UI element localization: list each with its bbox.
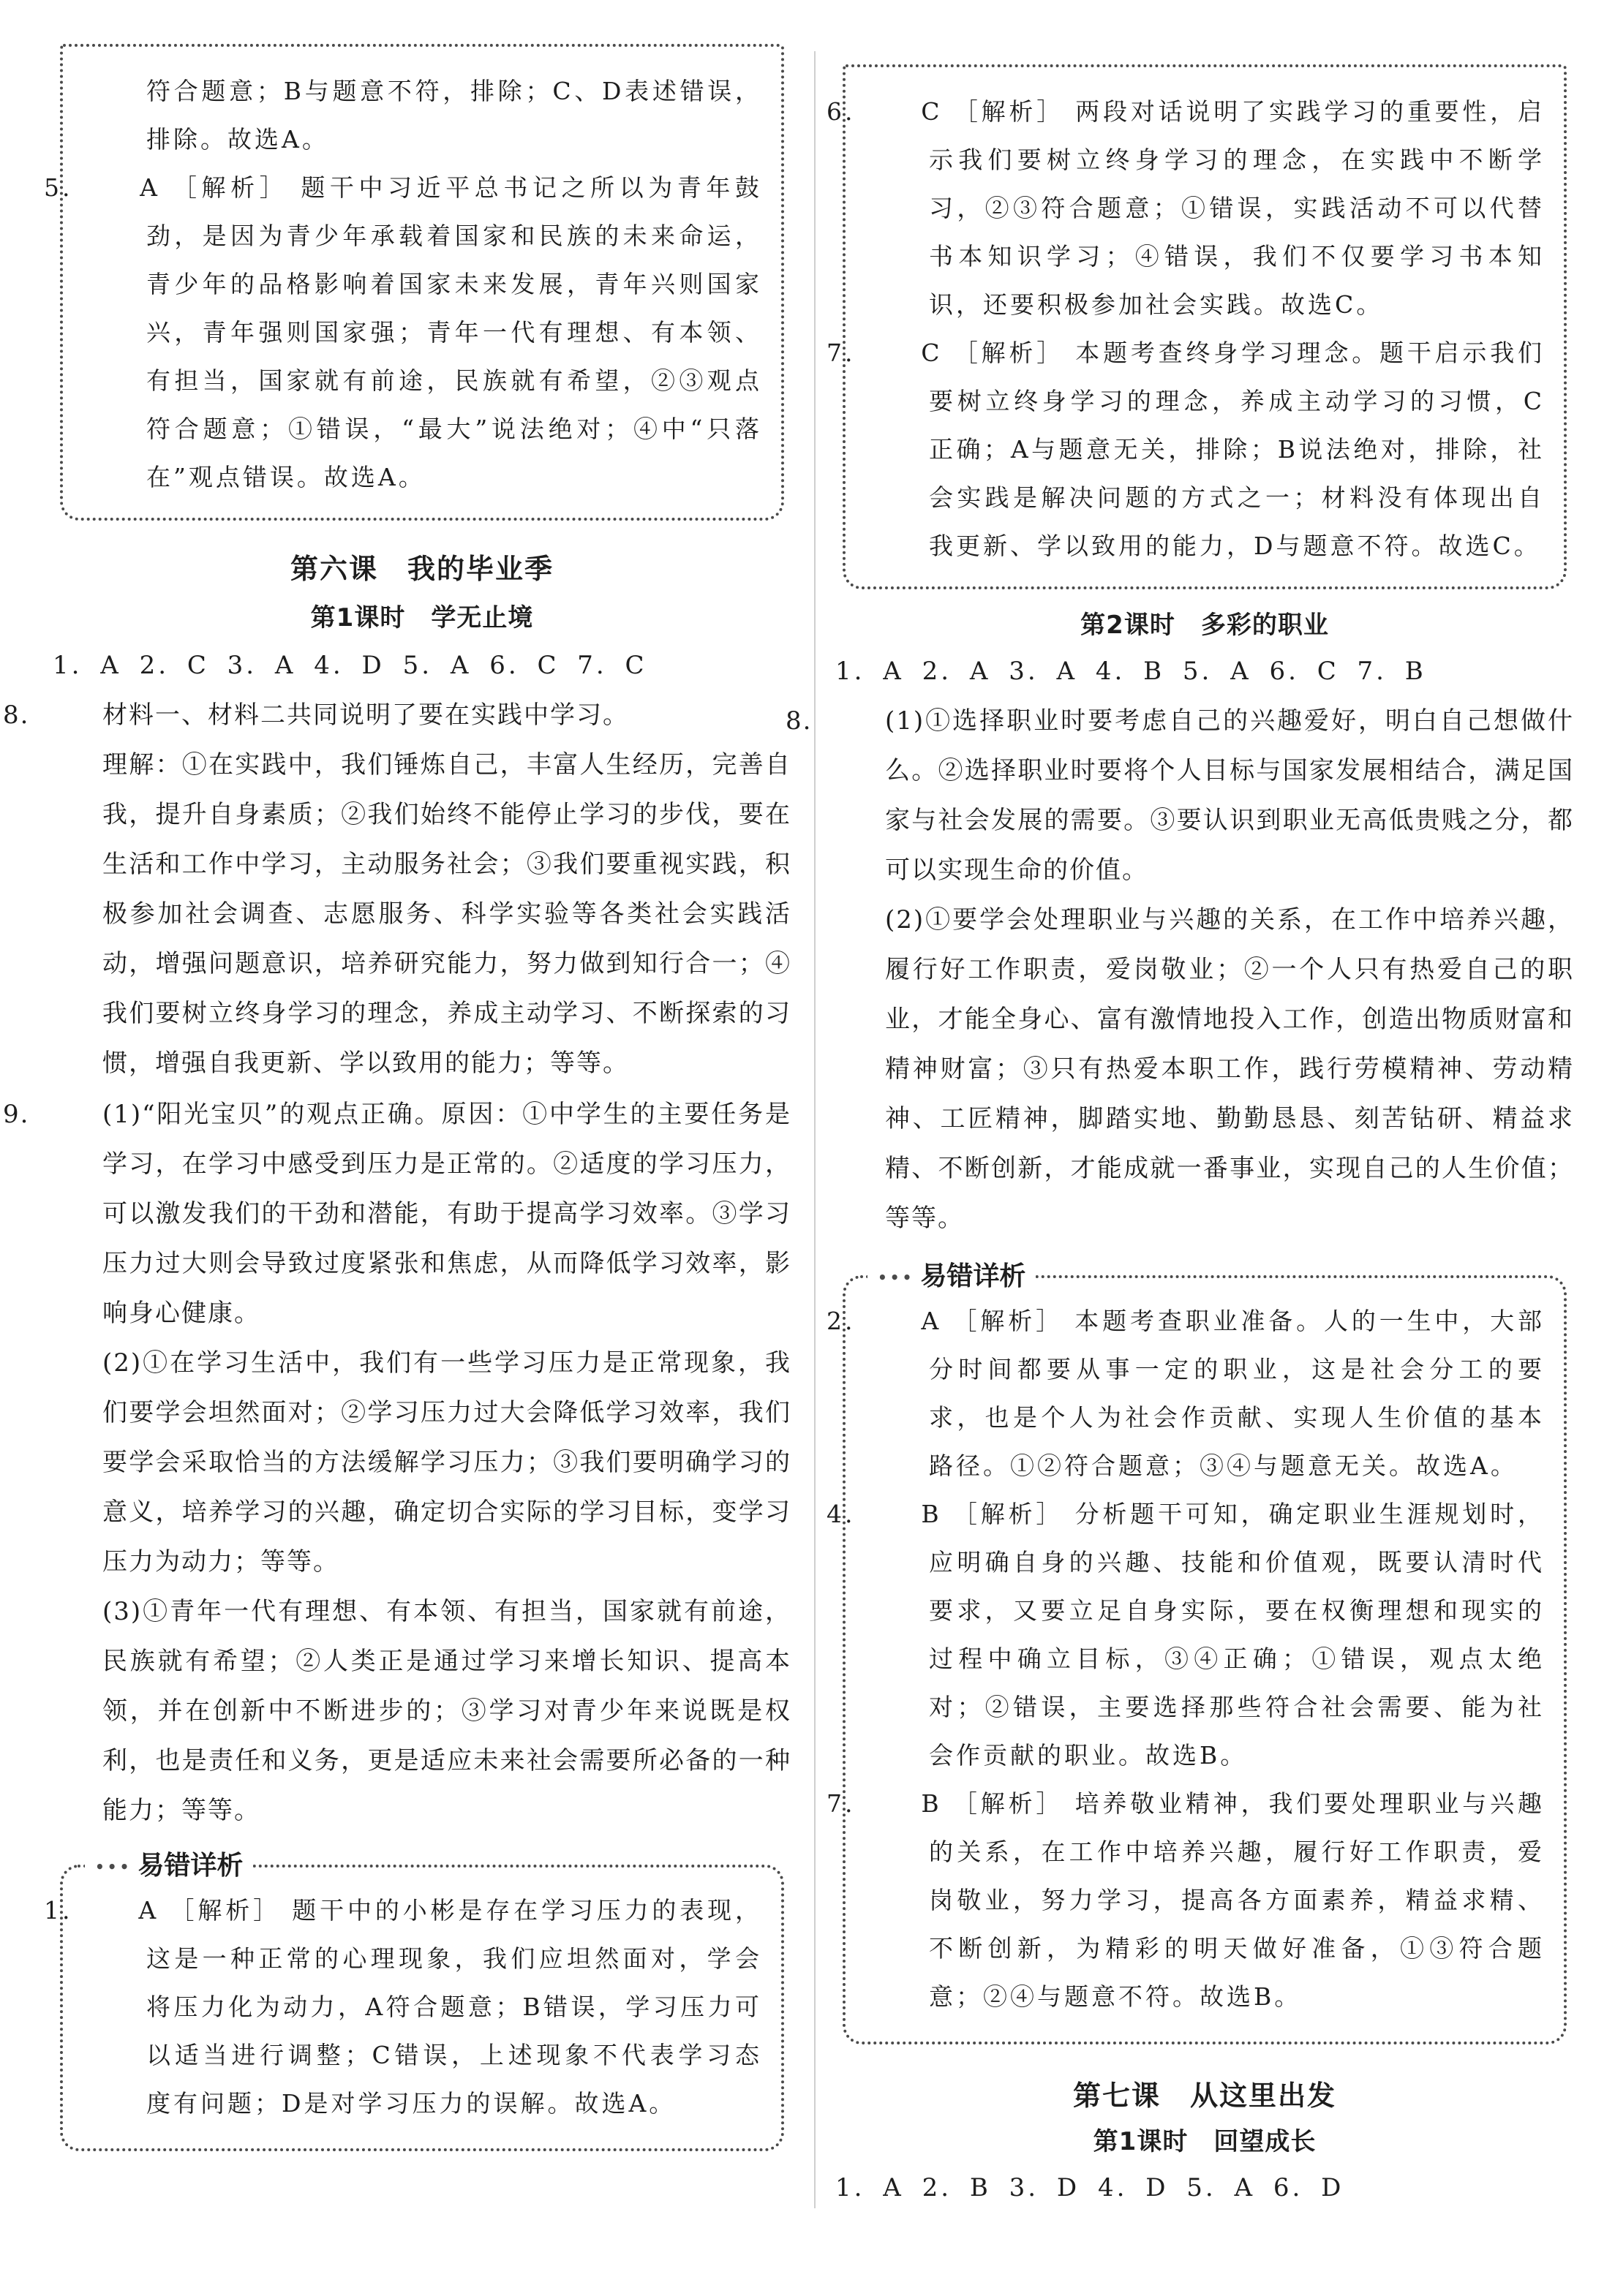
- question-9: [3, 1090, 791, 1338]
- answer-analysis-box: [44, 44, 784, 521]
- answer-paragraph: (1)“阳光宝贝”的观点正确。原因：①中学生的主要任务是学习，在学习中感受到压力是正常的。②适度的学习压力，可以激发我们的干劲和潜能，有助于提高学习效率。③学习压力过大则会导致过度紧张和焦虑，从而降低学习效率，影响身心健康。: [102, 1100, 791, 1328]
- analysis-entry: [827, 1297, 1546, 1490]
- question-number: 2.: [827, 1307, 856, 1335]
- analysis-text: C ［解析］ 本题考查终身学习理念。题干启示我们要树立终身学习的理念，养成主动学习的习惯，C正确；A与题意无关，排除；B说法绝对，排除，社会实践是解决问题的方式之一；材料没有体现出自我更新、学以致用的能力，D与题意不符。故选C。: [921, 339, 1545, 560]
- question-number: 7.: [827, 1789, 856, 1818]
- lesson-title: 第六课 我的毕业季: [290, 553, 554, 585]
- answer-line: 1. A 2. B 3. D 4. D 5. A 6. D: [835, 2173, 1344, 2202]
- analysis-entry: [44, 164, 762, 502]
- right-column: [786, 44, 1574, 2213]
- analysis-text: 符合题意；B与题意不符，排除；C、D表述错误，排除。故选A。: [146, 77, 762, 154]
- question-8: [3, 690, 791, 740]
- analysis-text: A ［解析］ 题干中的小彬是存在学习压力的表现，这是一种正常的心理现象，我们应坦然面对，学会将压力化为动力，A符合题意；B错误，学习压力可以适当进行调整；C错误，上述现象不代表学习态度有问题；D是对学习压力的误解。故选A。: [138, 1896, 763, 2118]
- box-title: ••• 易错详析: [867, 1259, 1036, 1295]
- analysis-entry: [827, 329, 1545, 570]
- lesson-title: 第七课 从这里出发: [1072, 2080, 1336, 2112]
- analysis-entry: [827, 1780, 1545, 2021]
- question-number: 7.: [827, 339, 856, 367]
- analysis-text: B ［解析］ 分析题干可知，确定职业生涯规划时，应明确自身的兴趣、技能和价值观，既要认清时代要求，又要立足自身实际，要在权衡理想和现实的过程中确立目标，③④正确；①错误，观点太绝对；②错误，主要选择那些符合社会需要、能为社会作贡献的职业。故选B。: [921, 1500, 1545, 1770]
- analysis-text: A ［解析］ 题干中习近平总书记之所以为青年鼓劲，是因为青少年承载着国家和民族的未来命运，青少年的品格影响着国家未来发展，青年兴则国家兴，青年强则国家强；青年一代有理想、有本领、有担当，国家就有前途，民族就有希望，②③观点符合题意；①错误，“最大”说法绝对；④中“只落在”观点错误。故选A。: [140, 173, 762, 491]
- answer-analysis-box: [827, 64, 1567, 589]
- period-title: 第1课时 回望成长: [1093, 2127, 1317, 2156]
- period-title: 第2课时 多彩的职业: [1080, 611, 1329, 640]
- analysis-entry: [827, 88, 1545, 329]
- question-number: 5.: [44, 173, 73, 202]
- analysis-entry: [82, 67, 762, 164]
- answer-paragraph: (2)①要学会处理职业与兴趣的关系，在工作中培养兴趣，履行好工作职责，爱岗敬业；②一个人只有热爱自己的职业，才能全身心、富有激情地投入工作，创造出物质财富和精神财富；③只有热爱本职工作，践行劳模精神、劳动精神、工匠精神，脚踏实地、勤勤恳恳、刻苦钻研、精益求精、不断创新，才能成就一番事业，实现自己的人生价值；等等。: [885, 905, 1574, 1233]
- answer-paragraph: (3)①青年一代有理想、有本领、有担当，国家就有前途，民族就有希望；②人类正是通过学习来增长知识、提高本领，并在创新中不断进步的；③学习对青少年来说既是权利，也是责任和义务，更是适应未来社会需要所必备的一种能力；等等。: [102, 1597, 791, 1825]
- question-number: 6.: [827, 97, 856, 126]
- column-divider: [814, 51, 816, 2208]
- answer-paragraph: (2)①在学习生活中，我们有一些学习压力是正常现象，我们要学会坦然面对；②学习压力过大会降低学习效率，我们要学会采取恰当的方法缓解学习压力；③我们要明确学习的意义，培养学习的兴趣，确定切合实际的学习目标，变学习压力为动力；等等。: [102, 1348, 791, 1576]
- question-number: 8.: [786, 706, 813, 736]
- period-title: 第1课时 学无止境: [310, 603, 534, 632]
- question-8: [786, 696, 1574, 895]
- error-analysis-box: [44, 1851, 784, 2151]
- box-title: ••• 易错详析: [85, 1848, 253, 1884]
- answer-lead: 材料一、材料二共同说明了要在实践中学习。: [102, 700, 629, 730]
- question-number: 9.: [3, 1100, 30, 1129]
- question-number: 4.: [827, 1500, 856, 1528]
- answer-line: 1. A 2. A 3. A 4. B 5. A 6. C 7. B: [835, 657, 1426, 686]
- analysis-text: B ［解析］ 培养敬业精神，我们要处理职业与兴趣的关系，在工作中培养兴趣，履行好工作职责，爱岗敬业，努力学习，提高各方面素养，精益求精、不断创新，为精彩的明天做好准备，①③符合题意；②④与题意不符。故选B。: [921, 1789, 1545, 2011]
- question-number: 8.: [3, 700, 30, 730]
- analysis-text: A ［解析］ 本题考查职业准备。人的一生中，大部分时间都要从事一定的职业，这是社会分工的要求，也是个人为社会作贡献、实现人生价值的基本路径。①②符合题意；③④与题意无关。故选A。: [921, 1307, 1546, 1480]
- answer-paragraph: (1)①选择职业时要考虑自己的兴趣爱好，明白自己想做什么。②选择职业时要将个人目标与国家发展相结合，满足国家与社会发展的需要。③要认识到职业无高低贵贱之分，都可以实现生命的价值。: [885, 706, 1574, 885]
- left-column: [3, 44, 791, 2151]
- analysis-entry: [827, 1490, 1545, 1780]
- analysis-text: C ［解析］ 两段对话说明了实践学习的重要性，启示我们要树立终身学习的理念，在实践中不断学习，②③符合题意；①错误，实践活动不可以代替书本知识学习；④错误，我们不仅要学习书本知识，还要积极参加社会实践。故选C。: [921, 97, 1545, 319]
- answer-line: 1. A 2. C 3. A 4. D 5. A 6. C 7. C: [53, 651, 647, 680]
- error-analysis-box: [827, 1261, 1567, 2044]
- question-number: 1.: [44, 1896, 73, 1925]
- analysis-entry: [44, 1887, 763, 2128]
- answer-paragraph: 理解：①在实践中，我们锤炼自己，丰富人生经历，完善自我，提升自身素质；②我们始终不能停止学习的步伐，要在生活和工作中学习，主动服务社会；③我们要重视实践，积极参加社会调查、志愿服务、科学实验等各类社会实践活动，增强问题意识，培养研究能力，努力做到知行合一；④我们要树立终身学习的理念，养成主动学习、不断探索的习惯，增强自我更新、学以致用的能力；等等。: [102, 750, 791, 1078]
